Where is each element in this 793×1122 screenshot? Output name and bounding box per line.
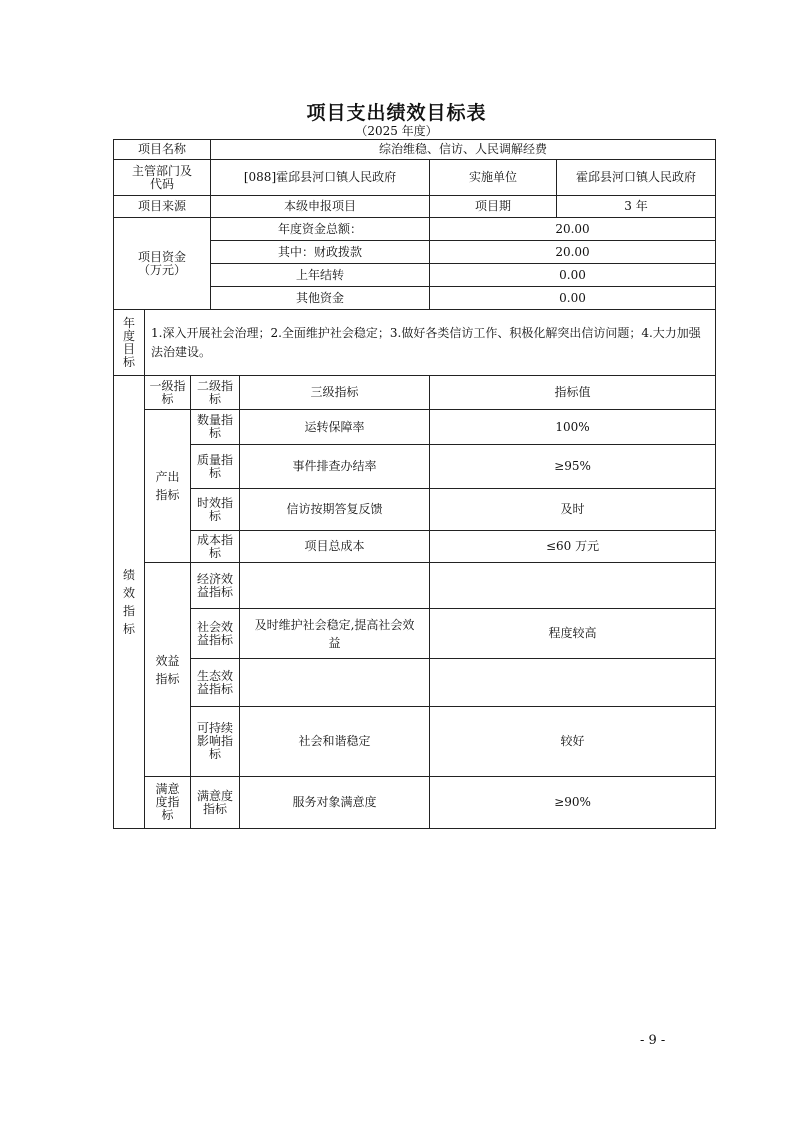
row-indicator-header bbox=[114, 376, 716, 410]
document-title: 项目支出绩效目标表 bbox=[306, 102, 487, 124]
indicator-row bbox=[114, 445, 716, 489]
implementing-unit-label: 实施单位 bbox=[430, 160, 557, 196]
page-number: - 9 - bbox=[640, 1033, 666, 1048]
indicator-value: ≥95% bbox=[430, 445, 716, 489]
indicator-row bbox=[114, 777, 716, 829]
document-year: （2025 年度） bbox=[355, 124, 438, 138]
project-name-label: 项目名称 bbox=[114, 140, 211, 160]
satisfaction-indicators-label: 满意度指标 bbox=[145, 777, 191, 829]
fund-row bbox=[114, 218, 716, 241]
indicator-row bbox=[114, 489, 716, 531]
performance-indicators-label: 绩效指标 bbox=[114, 376, 145, 829]
project-name-value: 综治维稳、信访、人民调解经费 bbox=[211, 140, 716, 160]
indicator-row bbox=[114, 410, 716, 445]
fund-row-value: 0.00 bbox=[430, 264, 716, 287]
annual-goal-text: 1.深入开展社会治理；2.全面维护社会稳定；3.做好各类信访工作、积极化解突出信访问题；4.大力加强法治建设。 bbox=[145, 310, 716, 376]
indicator-level3: 运转保障率 bbox=[240, 410, 430, 445]
indicator-row bbox=[114, 609, 716, 659]
indicator-row bbox=[114, 659, 716, 707]
indicator-level2: 可持续影响指标 bbox=[191, 707, 240, 777]
indicator-row bbox=[114, 707, 716, 777]
indicator-level3 bbox=[240, 659, 430, 707]
fund-row-value: 0.00 bbox=[430, 287, 716, 310]
indicator-row bbox=[114, 563, 716, 609]
fund-row-label: 其中：财政拨款 bbox=[211, 241, 430, 264]
period-value: 3 年 bbox=[557, 196, 716, 218]
indicator-level3: 服务对象满意度 bbox=[240, 777, 430, 829]
source-value: 本级申报项目 bbox=[211, 196, 430, 218]
indicator-level3: 项目总成本 bbox=[240, 531, 430, 563]
funds-label: 项目资金（万元） bbox=[114, 218, 211, 310]
row-annual-goal bbox=[114, 310, 716, 376]
indicator-level3: 及时维护社会稳定,提高社会效益 bbox=[240, 609, 430, 659]
indicator-level3: 社会和谐稳定 bbox=[240, 707, 430, 777]
output-indicators-label: 产出指标 bbox=[145, 410, 191, 563]
header-value: 指标值 bbox=[430, 376, 716, 410]
indicator-value: 100% bbox=[430, 410, 716, 445]
indicator-value bbox=[430, 563, 716, 609]
department-label: 主管部门及代码 bbox=[114, 160, 211, 196]
indicator-value: 及时 bbox=[430, 489, 716, 531]
indicator-value: ≥90% bbox=[430, 777, 716, 829]
indicator-row bbox=[114, 531, 716, 563]
fund-row-label: 年度资金总额： bbox=[211, 218, 430, 241]
row-department bbox=[114, 160, 716, 196]
row-project-name bbox=[114, 140, 716, 160]
header-level1: 一级指标 bbox=[145, 376, 191, 410]
header-level3: 三级指标 bbox=[240, 376, 430, 410]
source-label: 项目来源 bbox=[114, 196, 211, 218]
indicator-value: ≤60 万元 bbox=[430, 531, 716, 563]
period-label: 项目期 bbox=[430, 196, 557, 218]
indicator-level2: 经济效益指标 bbox=[191, 563, 240, 609]
indicator-level2: 数量指标 bbox=[191, 410, 240, 445]
indicator-value: 较好 bbox=[430, 707, 716, 777]
indicator-level3 bbox=[240, 563, 430, 609]
fund-row-label: 上年结转 bbox=[211, 264, 430, 287]
implementing-unit-value: 霍邱县河口镇人民政府 bbox=[557, 160, 716, 196]
row-source bbox=[114, 196, 716, 218]
fund-row-label: 其他资金 bbox=[211, 287, 430, 310]
performance-target-table bbox=[113, 139, 716, 829]
annual-goal-label: 年度目标 bbox=[114, 310, 145, 376]
department-value: [088]霍邱县河口镇人民政府 bbox=[211, 160, 430, 196]
benefit-indicators-label: 效益指标 bbox=[145, 563, 191, 777]
indicator-level2: 生态效益指标 bbox=[191, 659, 240, 707]
fund-row-value: 20.00 bbox=[430, 241, 716, 264]
indicator-level2: 质量指标 bbox=[191, 445, 240, 489]
indicator-level2: 社会效益指标 bbox=[191, 609, 240, 659]
indicator-level2: 满意度指标 bbox=[191, 777, 240, 829]
indicator-value bbox=[430, 659, 716, 707]
indicator-value: 程度较高 bbox=[430, 609, 716, 659]
indicator-level2: 时效指标 bbox=[191, 489, 240, 531]
header-level2: 二级指标 bbox=[191, 376, 240, 410]
fund-row-value: 20.00 bbox=[430, 218, 716, 241]
indicator-level2: 成本指标 bbox=[191, 531, 240, 563]
indicator-level3: 事件排查办结率 bbox=[240, 445, 430, 489]
indicator-level3: 信访按期答复反馈 bbox=[240, 489, 430, 531]
